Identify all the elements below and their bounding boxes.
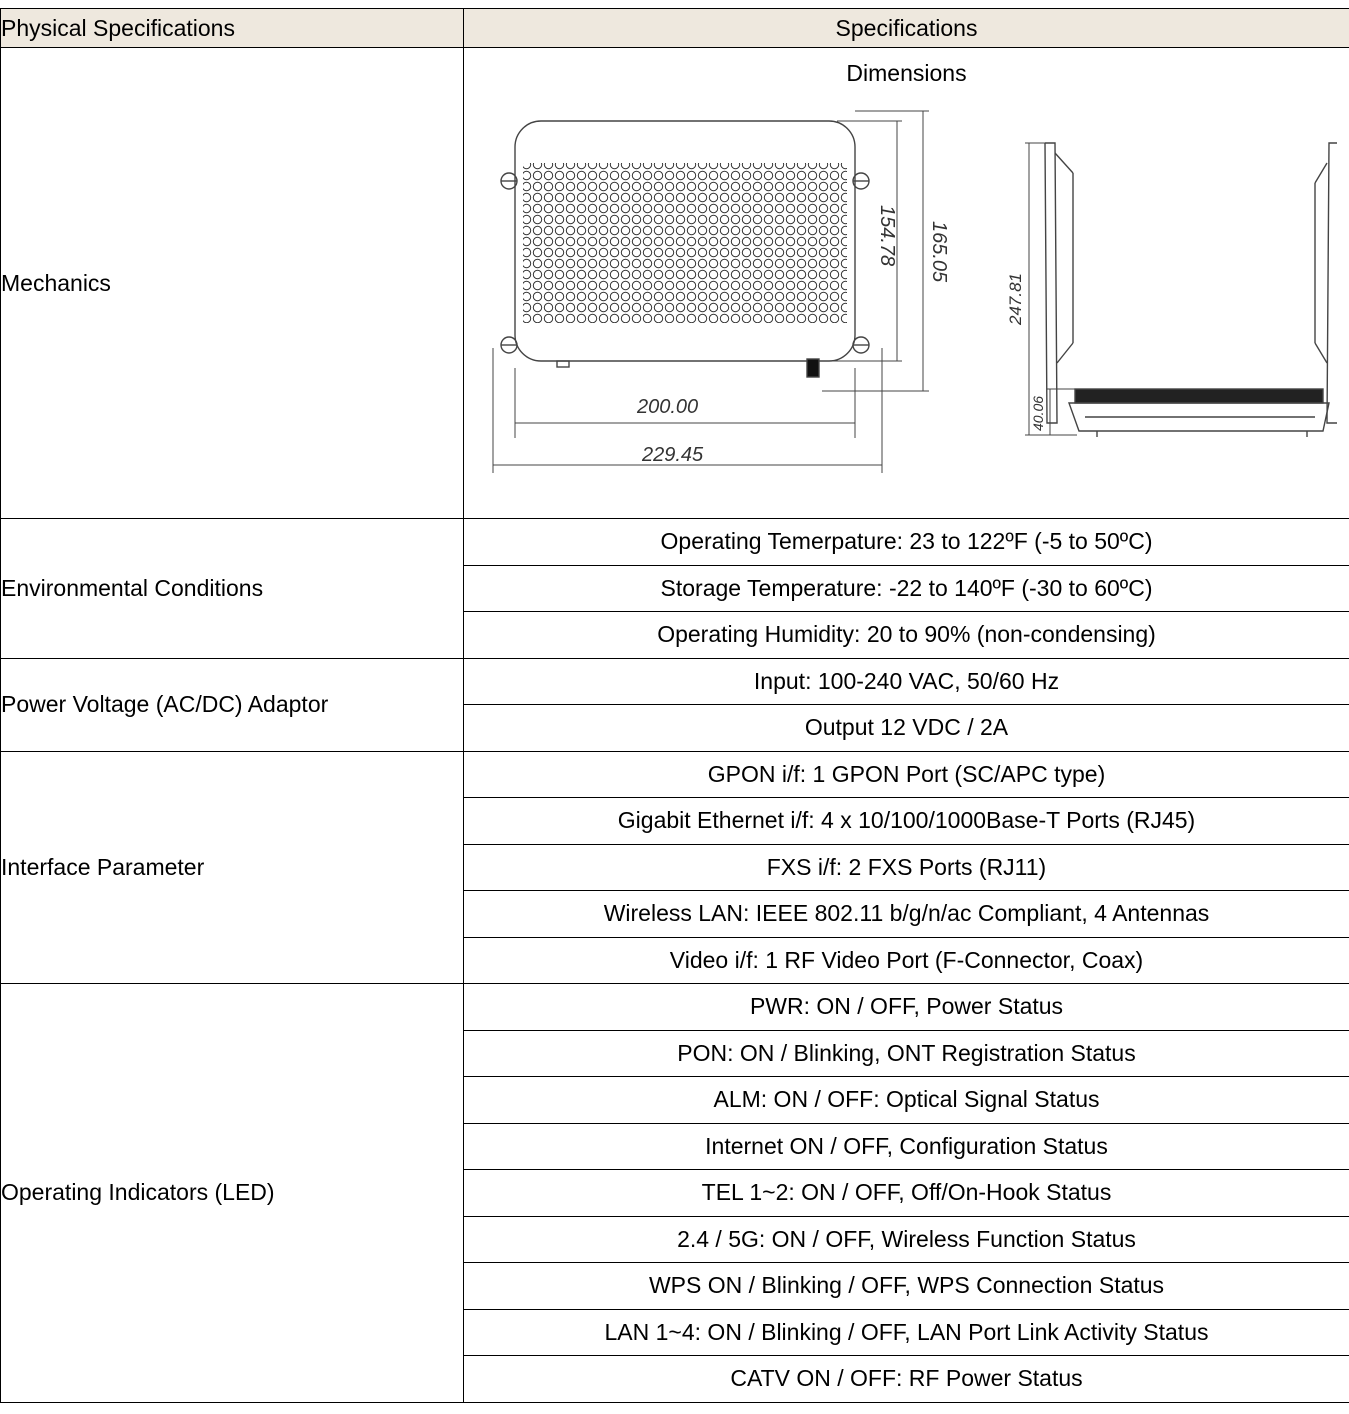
side-view-drawing xyxy=(1025,143,1337,437)
environmental-item: Operating Humidity: 20 to 90% (non-condensing) xyxy=(464,612,1349,659)
dimensions-drawing xyxy=(477,93,1337,473)
dimension-width-outer: 229.45 xyxy=(641,444,703,466)
indicators-label: Operating Indicators (LED) xyxy=(1,984,464,1403)
indicator-item: LAN 1~4: ON / Blinking / OFF, LAN Port Link Activity Status xyxy=(464,1309,1349,1356)
interface-item: GPON i/f: 1 GPON Port (SC/APC type) xyxy=(464,751,1349,798)
interface-item: FXS i/f: 2 FXS Ports (RJ11) xyxy=(464,844,1349,891)
header-specifications: Specifications xyxy=(464,9,1349,48)
mechanics-cell xyxy=(464,48,1349,519)
indicator-item: Internet ON / OFF, Configuration Status xyxy=(464,1123,1349,1170)
indicator-item: PWR: ON / OFF, Power Status xyxy=(464,984,1349,1031)
specifications-table xyxy=(0,8,1349,1403)
mechanics-row xyxy=(1,48,1349,519)
power-label: Power Voltage (AC/DC) Adaptor xyxy=(1,658,464,751)
dimension-base-height: 40.06 xyxy=(1029,395,1046,431)
dimension-height-inner: 154.78 xyxy=(875,205,898,267)
environmental-label: Environmental Conditions xyxy=(1,519,464,659)
power-item: Input: 100-240 VAC, 50/60 Hz xyxy=(464,658,1349,705)
dimension-height-outer: 165.05 xyxy=(927,221,950,283)
dimension-width-inner: 200.00 xyxy=(636,396,698,418)
front-view-drawing xyxy=(493,111,929,473)
indicator-item: CATV ON / OFF: RF Power Status xyxy=(464,1356,1349,1403)
power-item: Output 12 VDC / 2A xyxy=(464,705,1349,752)
indicator-item: WPS ON / Blinking / OFF, WPS Connection Status xyxy=(464,1263,1349,1310)
environmental-item: Storage Temperature: -22 to 140ºF (-30 to 60ºC) xyxy=(464,565,1349,612)
environmental-item: Operating Temerpature: 23 to 122ºF (-5 to 50ºC) xyxy=(464,519,1349,566)
indicator-row xyxy=(1,984,1349,1031)
interface-item: Wireless LAN: IEEE 802.11 b/g/n/ac Compliant, 4 Antennas xyxy=(464,891,1349,938)
power-row xyxy=(1,658,1349,705)
indicator-item: ALM: ON / OFF: Optical Signal Status xyxy=(464,1077,1349,1124)
interface-row xyxy=(1,751,1349,798)
environmental-row xyxy=(1,519,1349,566)
indicator-item: 2.4 / 5G: ON / OFF, Wireless Function Status xyxy=(464,1216,1349,1263)
header-physical-specifications: Physical Specifications xyxy=(1,9,464,48)
dimensions-title: Dimensions xyxy=(846,60,967,86)
indicator-item: PON: ON / Blinking, ONT Registration Status xyxy=(464,1030,1349,1077)
indicator-item: TEL 1~2: ON / OFF, Off/On-Hook Status xyxy=(464,1170,1349,1217)
header-row xyxy=(1,9,1349,48)
interface-label: Interface Parameter xyxy=(1,751,464,984)
interface-item: Gigabit Ethernet i/f: 4 x 10/100/1000Base-T Ports (RJ45) xyxy=(464,798,1349,845)
mechanics-label: Mechanics xyxy=(1,48,464,519)
interface-item: Video i/f: 1 RF Video Port (F-Connector, Coax) xyxy=(464,937,1349,984)
dimension-antenna-height: 247.81 xyxy=(1005,273,1025,325)
